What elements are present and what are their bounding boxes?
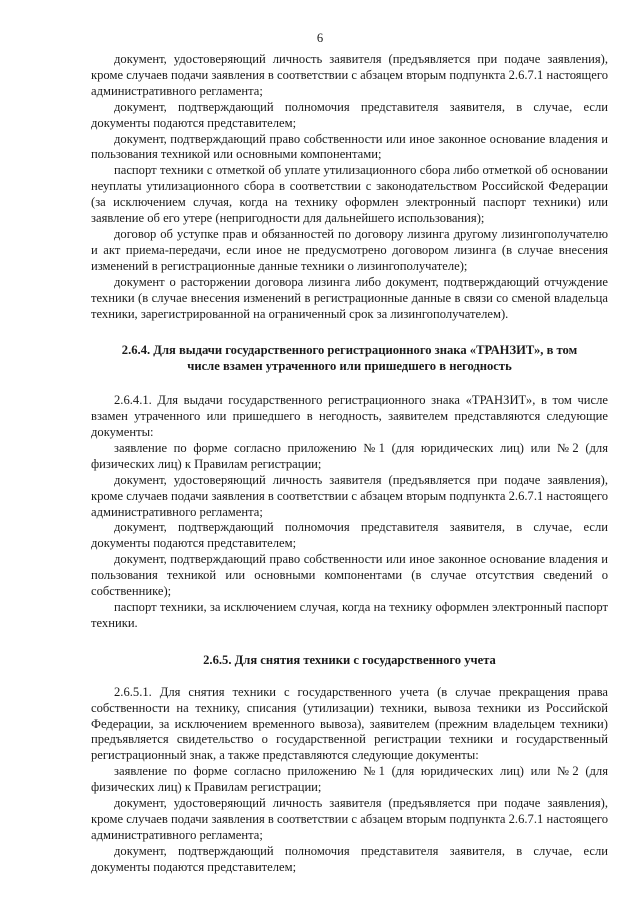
page-number: 6 (316, 31, 324, 45)
paragraph: паспорт техники с отметкой об уплате утилизационного сбора либо отметкой об основании неуплаты утилизационного сбора в соответствии с законодательством Российской Федерации (за исключением случая, когда на технику оформлен электронный паспорт техники) или заявление об его утере (непригодности для дальнейшего использования); (91, 163, 608, 226)
paragraph: заявление по форме согласно приложению №1 (для юридических лиц) или №2 (для физических лиц) к Правилам регистрации; (91, 764, 608, 795)
paragraph: 2.6.5.1. Для снятия техники с государственного учета (в случае прекращения права собственности на технику, списания (утилизации) техники, вывоза техники из Российской Федерации, за исключением временного вывоза), заявителем (прежним владельцем техники) предъявляется свидетельство о государственной регистрации техники и государственный регистрационный знак, а также представляются следующие документы: (91, 684, 608, 763)
page-content (91, 52, 608, 876)
paragraph: документ, удостоверяющий личность заявителя (предъявляется при подаче заявления), кроме случаев подачи заявления в соответствии с абзацем вторым подпункта 2.6.7.1 настоящего административного регламента; (91, 52, 608, 98)
paragraph: документ, подтверждающий полномочия представителя заявителя, в случае, если документы подаются представителем; (91, 843, 608, 874)
paragraph: паспорт техники, за исключением случая, когда на технику оформлен электронный паспорт техники. (91, 600, 608, 630)
paragraph: документ, подтверждающий право собственности или иное законное основание владения и пользования техникой или основными компонентами; (91, 131, 608, 162)
section-heading-2-6-5: 2.6.5. Для снятия техники с государственного учета (203, 652, 496, 667)
paragraph: документ, подтверждающий полномочия представителя заявителя, в случае, если документы подаются представителем; (91, 520, 608, 551)
paragraph: документ о расторжении договора лизинга либо документ, подтверждающий отчуждение техники (в случае внесения изменений в регистрационные данные в связи со сменой владельца техники, зарегистрированной на ограниченный срок за лизингополучателем). (91, 274, 608, 321)
paragraph: 2.6.4.1. Для выдачи государственного регистрационного знака «ТРАНЗИТ», в том числе взамен утраченного или пришедшего в негодность, заявителем представляются следующие документы: (91, 393, 608, 440)
section-heading-2-6-4-line2: числе взамен утраченного или пришедшего в негодность (187, 359, 512, 374)
paragraph: заявление по форме согласно приложению №1 (для юридических лиц) или №2 (для физических лиц) к Правилам регистрации; (91, 440, 608, 471)
paragraph: документ, удостоверяющий личность заявителя (предъявляется при подаче заявления), кроме случаев подачи заявления в соответствии с абзацем вторым подпункта 2.6.7.1 настоящего административного регламента; (91, 796, 608, 842)
paragraph: договор об уступке прав и обязанностей по договору лизинга другому лизингополучателю и акт приема-передачи, если иное не предусмотрено договором лизинга (в случае внесения изменений в регистрационные данные техники о лизингополучателе); (91, 226, 608, 273)
paragraph: документ, удостоверяющий личность заявителя (предъявляется при подаче заявления), кроме случаев подачи заявления в соответствии с абзацем вторым подпункта 2.6.7.1 настоящего административного регламента; (91, 472, 608, 519)
paragraph: документ, подтверждающий право собственности или иное законное основание владения и пользования техникой или основными компонентами (в случае отсутствия сведений о собственнике); (91, 552, 608, 599)
paragraph: документ, подтверждающий полномочия представителя заявителя, в случае, если документы подаются представителем; (91, 99, 608, 130)
section-heading-2-6-4-line1: 2.6.4. Для выдачи государственного регистрационного знака «ТРАНЗИТ», в том (121, 343, 578, 358)
